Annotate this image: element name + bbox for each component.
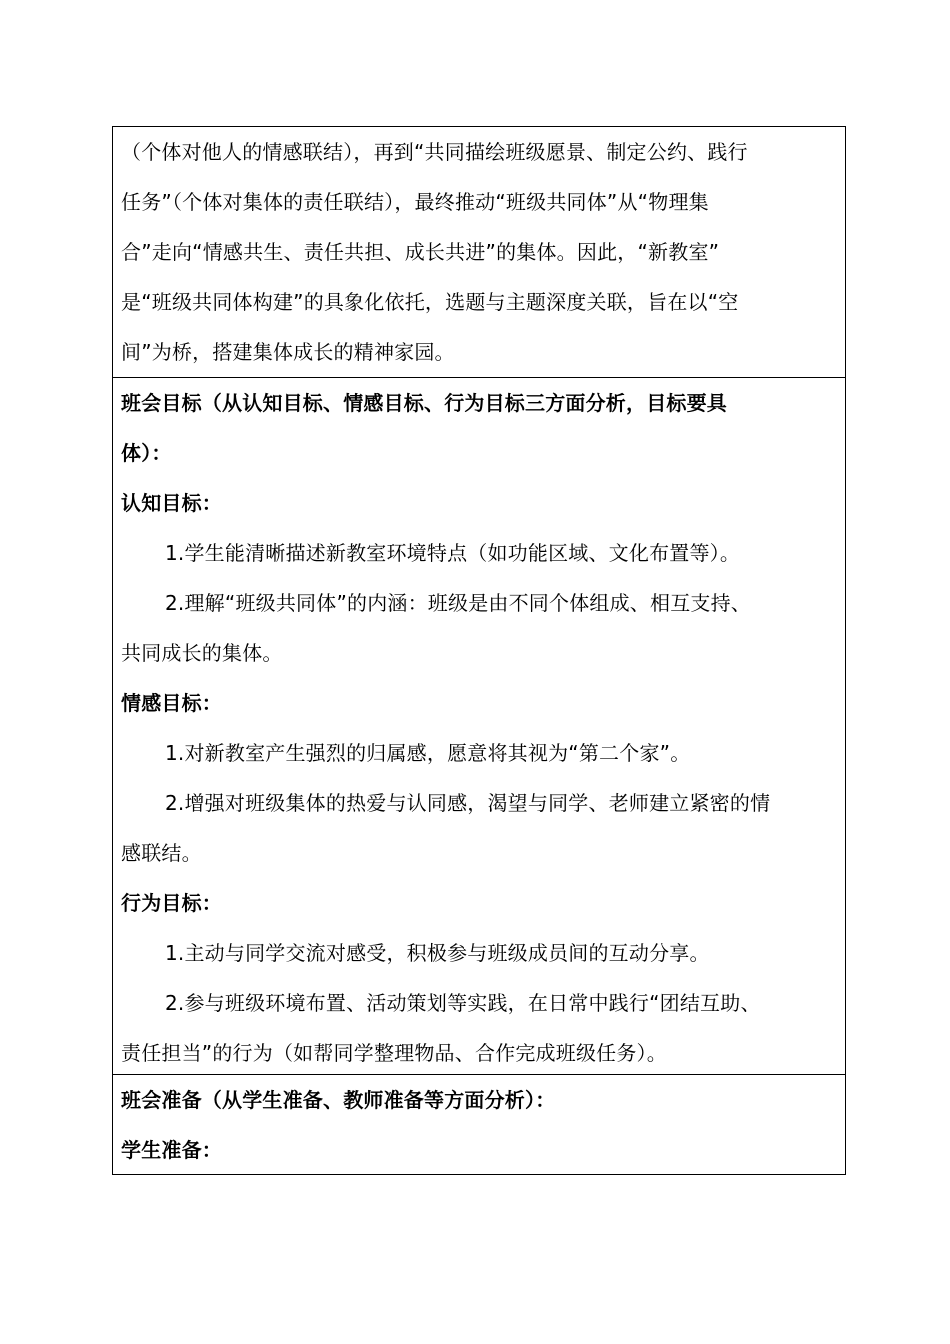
- rationale-line: 合”走向“情感共生、责任共担、成长共进”的集体。因此，“新教室”: [121, 240, 720, 264]
- behavioral-goal-item-continued: 责任担当”的行为（如帮同学整理物品、合作完成班级任务）。: [121, 1041, 667, 1065]
- cognitive-goal-item-continued: 共同成长的集体。: [121, 641, 283, 665]
- goals-heading: 班会目标（从认知目标、情感目标、行为目标三方面分析，目标要具: [121, 391, 727, 415]
- cognitive-goal-item: 1.学生能清晰描述新教室环境特点（如功能区域、文化布置等）。: [165, 541, 741, 565]
- rationale-line: 是“班级共同体构建”的具象化依托，选题与主题深度关联，旨在以“空: [121, 290, 739, 314]
- rationale-line: 间”为桥，搭建集体成长的精神家园。: [121, 340, 455, 364]
- behavioral-goal-item: 2.参与班级环境布置、活动策划等实践，在日常中践行“团结互助、: [165, 991, 761, 1015]
- cognitive-goals-title: 认知目标：: [121, 491, 222, 515]
- goals-heading-continued: 体）：: [121, 441, 172, 465]
- preparation-cell: [113, 1074, 845, 1174]
- cognitive-goal-item: 2.理解“班级共同体”的内涵：班级是由不同个体组成、相互支持、: [165, 591, 752, 615]
- behavioral-goal-item: 1.主动与同学交流对感受，积极参与班级成员间的互动分享。: [165, 941, 710, 965]
- emotional-goal-item: 2.增强对班级集体的热爱与认同感，渴望与同学、老师建立紧密的情: [165, 791, 771, 815]
- behavioral-goals-title: 行为目标：: [121, 891, 222, 915]
- emotional-goal-item: 1.对新教室产生强烈的归属感，愿意将其视为“第二个家”。: [165, 741, 691, 765]
- emotional-goal-item-continued: 感联结。: [121, 841, 202, 865]
- rationale-line: （个体对他人的情感联结），再到“共同描绘班级愿景、制定公约、践行: [121, 140, 748, 164]
- goals-cell: [113, 377, 845, 1074]
- preparation-heading: 班会准备（从学生准备、教师准备等方面分析）：: [121, 1088, 556, 1112]
- lesson-plan-table: [112, 126, 846, 1175]
- student-preparation-title: 学生准备：: [121, 1138, 222, 1162]
- rationale-line: 任务”（个体对集体的责任联结），最终推动“班级共同体”从“物理集: [121, 190, 709, 214]
- emotional-goals-title: 情感目标：: [121, 691, 222, 715]
- rationale-cell: [113, 127, 845, 377]
